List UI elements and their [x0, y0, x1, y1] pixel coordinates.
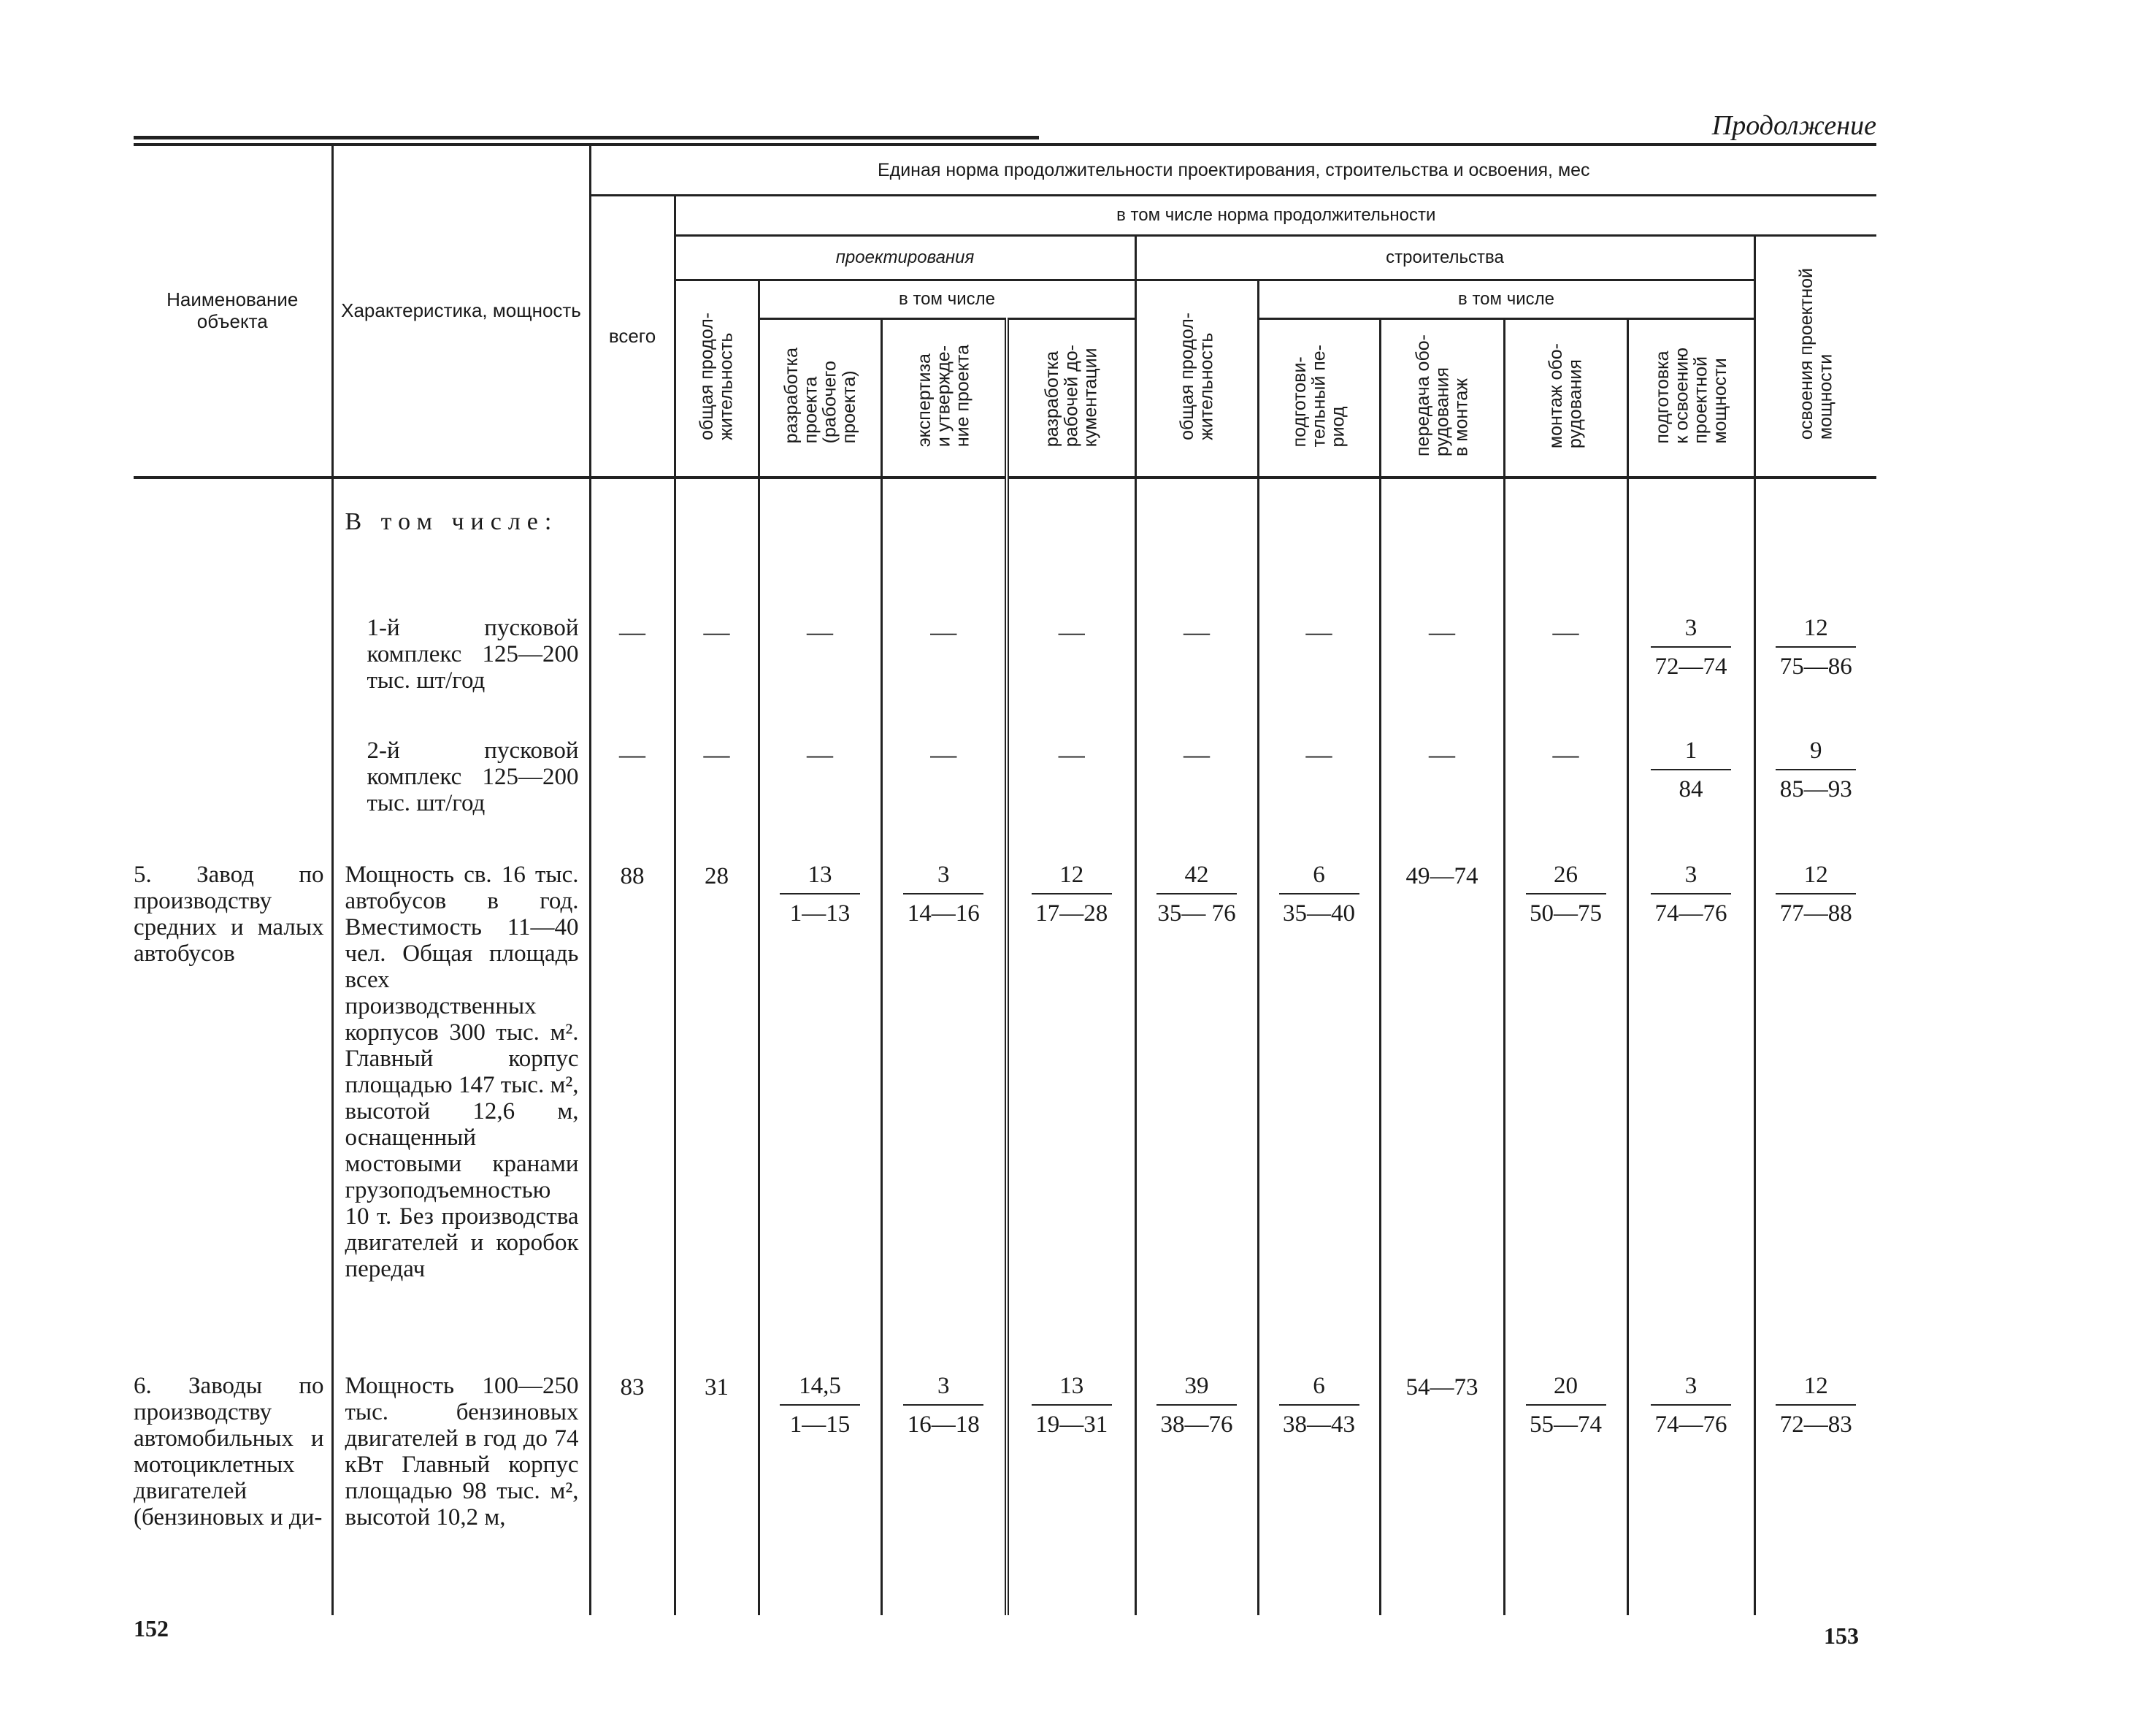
fraction-denominator: 14—16	[907, 900, 980, 927]
value-cell	[1007, 710, 1135, 834]
value-cell	[1380, 1345, 1504, 1615]
empty-dash: —	[703, 617, 730, 646]
fraction-value	[1776, 615, 1856, 681]
table-body	[134, 478, 1876, 1615]
header-constr-total-text: общая продол- жительность	[1176, 312, 1216, 440]
empty-dash: —	[930, 740, 957, 769]
fraction-denominator: 72—83	[1779, 1411, 1852, 1438]
norms-table	[134, 143, 1876, 1615]
value-cell	[1627, 478, 1754, 587]
header-constr-mount	[1504, 319, 1627, 478]
continuation-label: Продолжение	[1711, 110, 1876, 141]
fraction-wrap	[1259, 834, 1379, 927]
value-cell	[1754, 834, 1876, 1345]
header-dev-capacity	[1754, 236, 1876, 478]
header-constr-total	[1135, 280, 1258, 478]
fraction-value	[780, 1373, 860, 1438]
empty-dash: —	[1429, 617, 1455, 646]
fraction-denominator: 75—86	[1779, 654, 1852, 680]
value-cell	[881, 587, 1007, 710]
fraction-denominator: 38—43	[1283, 1411, 1355, 1438]
value-cell	[590, 587, 675, 710]
header-constr-prep	[1258, 319, 1380, 478]
fraction-value	[1526, 862, 1606, 927]
fraction-wrap	[760, 1345, 881, 1438]
fraction-value	[1279, 1373, 1359, 1438]
fraction-numerator: 6	[1279, 862, 1359, 894]
fraction-numerator: 3	[1651, 615, 1731, 648]
object-name	[134, 710, 324, 738]
empty-dash: —	[1429, 740, 1455, 769]
fraction-wrap	[1629, 587, 1754, 681]
value-cell	[1258, 834, 1380, 1345]
fraction-numerator: 12	[1032, 862, 1112, 894]
value-cell	[1135, 587, 1258, 710]
fraction-denominator: 16—18	[907, 1411, 980, 1438]
header-constr-transfer	[1380, 319, 1504, 478]
cell-value: 49—74	[1405, 863, 1478, 889]
fraction-value	[1651, 862, 1731, 927]
value-cell	[1380, 587, 1504, 710]
page-number-right: 153	[1824, 1623, 1859, 1649]
header-design-docs	[1007, 319, 1135, 478]
empty-dash: —	[1184, 740, 1210, 769]
object-name-cell	[134, 1345, 332, 1615]
cell-value: 83	[620, 1374, 645, 1401]
fraction-value	[1651, 615, 1731, 681]
fraction-numerator: 20	[1526, 1373, 1606, 1406]
fraction-wrap	[1629, 1345, 1754, 1438]
value-cell	[1754, 478, 1876, 587]
value-cell	[1754, 587, 1876, 710]
header-dev-capacity-text: освоения проектной мощности	[1796, 268, 1836, 440]
header-constr-prep-text: подготови- тельный пе- риод	[1289, 344, 1349, 447]
cell-value: 54—73	[1405, 1374, 1478, 1401]
value-cell	[759, 478, 881, 587]
value-cell	[675, 478, 759, 587]
object-name-cell	[134, 710, 332, 834]
table-row	[134, 710, 1876, 834]
fraction-value	[1156, 862, 1237, 927]
fraction-denominator: 55—74	[1530, 1411, 1602, 1438]
value-cell	[1504, 587, 1627, 710]
value-cell	[1504, 710, 1627, 834]
fraction-denominator: 72—74	[1654, 654, 1727, 680]
fraction-denominator: 77—88	[1779, 900, 1852, 927]
fraction-wrap	[1009, 1345, 1135, 1438]
fraction-value	[1032, 862, 1112, 927]
value-cell	[1380, 834, 1504, 1345]
fraction-denominator: 1—15	[789, 1411, 851, 1438]
characteristic-cell	[332, 1345, 590, 1615]
value-cell	[1007, 834, 1135, 1345]
characteristic-text: 1-й пусковой комплекс 125—200 тыс. шт/год	[367, 615, 579, 694]
fraction-denominator: 19—31	[1035, 1411, 1108, 1438]
empty-dash: —	[1552, 740, 1579, 769]
empty-dash: —	[1552, 617, 1579, 646]
object-name-cell	[134, 478, 332, 587]
value-cell	[1135, 478, 1258, 587]
value-cell	[759, 1345, 881, 1615]
value-cell	[1258, 1345, 1380, 1615]
value-cell	[1627, 710, 1754, 834]
fraction-value	[1651, 738, 1731, 803]
header-constr-mount-text: монтаж обо- рудования	[1546, 342, 1586, 448]
cell-value: 28	[705, 863, 729, 889]
value-cell	[1258, 478, 1380, 587]
value-cell	[1135, 710, 1258, 834]
object-name-cell	[134, 834, 332, 1345]
fraction-numerator: 6	[1279, 1373, 1359, 1406]
fraction-numerator: 26	[1526, 862, 1606, 894]
fraction-value	[1279, 862, 1359, 927]
fraction-denominator: 74—76	[1654, 1411, 1727, 1438]
fraction-numerator: 39	[1156, 1373, 1237, 1406]
fraction-wrap	[883, 834, 1005, 927]
value-cell	[1007, 478, 1135, 587]
table-row	[134, 1345, 1876, 1615]
fraction-denominator: 35— 76	[1157, 900, 1236, 927]
header-total: всего	[590, 196, 675, 478]
fraction-denominator: 50—75	[1530, 900, 1602, 927]
table-row	[134, 834, 1876, 1345]
fraction-wrap	[1756, 710, 1877, 803]
fraction-numerator: 3	[1651, 862, 1731, 894]
fraction-numerator: 3	[1651, 1373, 1731, 1406]
object-name-cell	[134, 587, 332, 710]
fraction-wrap	[1756, 834, 1877, 927]
header-design-incl: в том числе	[759, 280, 1135, 319]
fraction-denominator: 1—13	[789, 900, 851, 927]
fraction-wrap	[1629, 710, 1754, 803]
empty-dash: —	[1058, 740, 1085, 769]
value-cell	[1258, 587, 1380, 710]
value-cell	[1007, 1345, 1135, 1615]
fraction-wrap	[1137, 1345, 1257, 1438]
empty-dash: —	[807, 617, 833, 646]
fraction-value	[1032, 1373, 1112, 1438]
fraction-value	[1776, 1373, 1856, 1438]
fraction-numerator: 3	[903, 1373, 983, 1406]
empty-dash: —	[703, 740, 730, 769]
fraction-value	[1526, 1373, 1606, 1438]
value-cell	[590, 1345, 675, 1615]
header-constr-prep-dev-text: подготовка к освоению проектной мощности	[1651, 347, 1730, 444]
value-cell	[881, 478, 1007, 587]
header-design-project	[759, 319, 881, 478]
value-cell	[590, 710, 675, 834]
characteristic-cell	[332, 587, 590, 710]
fraction-numerator: 12	[1776, 615, 1856, 648]
value-cell	[759, 710, 881, 834]
fraction-wrap	[1137, 834, 1257, 927]
empty-dash: —	[1305, 617, 1332, 646]
fraction-denominator: 85—93	[1779, 776, 1852, 802]
fraction-wrap	[1505, 834, 1627, 927]
fraction-numerator: 13	[780, 862, 860, 894]
value-cell	[590, 478, 675, 587]
fraction-wrap	[760, 834, 881, 927]
cell-value: 31	[705, 1374, 729, 1401]
fraction-value	[1776, 862, 1856, 927]
value-cell	[1135, 834, 1258, 1345]
value-cell	[759, 587, 881, 710]
header-design-expert	[881, 319, 1007, 478]
fraction-denominator: 84	[1679, 776, 1703, 802]
header-construction: строительства	[1135, 236, 1754, 280]
header-design: проектирования	[675, 236, 1135, 280]
characteristic-text: Мощность 100—250 тыс. бензиновых двигателей в год до 74 кВт Главный корпус площадью 98 тыс. м², высотой 10,2 м,	[345, 1373, 579, 1530]
fraction-denominator: 35—40	[1283, 900, 1355, 927]
value-cell	[881, 1345, 1007, 1615]
header-design-total-text: общая продол- жительность	[697, 312, 737, 440]
fraction-wrap	[1259, 1345, 1379, 1438]
value-cell	[1380, 478, 1504, 587]
header-design-expert-text: экспертиза и утвержде- ние проекта	[913, 344, 973, 447]
fraction-numerator: 12	[1776, 1373, 1856, 1406]
object-name: 5. Завод по производству средних и малых автобусов	[134, 862, 324, 967]
object-name: 6. Заводы по производству автомобильных и мотоциклетных двигателей (бензиновых и ди-	[134, 1373, 324, 1530]
value-cell	[590, 834, 675, 1345]
characteristic-cell	[332, 834, 590, 1345]
empty-dash: —	[1305, 740, 1332, 769]
characteristic-text: В том числе:	[345, 508, 559, 535]
characteristic-text: 2-й пусковой комплекс 125—200 тыс. шт/год	[367, 738, 579, 816]
fraction-numerator: 12	[1776, 862, 1856, 894]
value-cell	[1504, 834, 1627, 1345]
value-cell	[675, 710, 759, 834]
header-design-docs-text: разработка рабочей до- кументации	[1042, 344, 1101, 447]
fraction-numerator: 3	[903, 862, 983, 894]
header-object-name: Наименование объекта	[134, 145, 332, 478]
fraction-value	[1651, 1373, 1731, 1438]
header-norm-title: Единая норма продолжительности проектирования, строительства и освоения, мес	[590, 145, 1876, 196]
value-cell	[1504, 478, 1627, 587]
header-design-project-text: разработка проекта (рабочего проекта)	[780, 348, 859, 444]
fraction-wrap	[1756, 1345, 1877, 1438]
header-constr-prep-dev	[1627, 319, 1754, 478]
fraction-wrap	[1756, 587, 1877, 681]
fraction-wrap	[1629, 834, 1754, 927]
fraction-value	[1776, 738, 1856, 803]
value-cell	[1504, 1345, 1627, 1615]
empty-dash: —	[807, 740, 833, 769]
fraction-wrap	[1505, 1345, 1627, 1438]
value-cell	[675, 587, 759, 710]
object-name	[134, 587, 324, 615]
value-cell	[675, 834, 759, 1345]
fraction-numerator: 14,5	[780, 1373, 860, 1406]
top-rule	[134, 136, 1039, 139]
fraction-denominator: 38—76	[1160, 1411, 1233, 1438]
value-cell	[881, 834, 1007, 1345]
fraction-numerator: 13	[1032, 1373, 1112, 1406]
empty-dash: —	[619, 740, 645, 769]
fraction-denominator: 17—28	[1035, 900, 1108, 927]
header-incl-norm: в том числе норма продолжительности	[675, 196, 1876, 236]
page-number-left: 152	[134, 1615, 169, 1641]
table-row	[134, 478, 1876, 587]
empty-dash: —	[1184, 617, 1210, 646]
table-row	[134, 587, 1876, 710]
value-cell	[759, 834, 881, 1345]
fraction-wrap	[1009, 834, 1135, 927]
fraction-value	[903, 862, 983, 927]
cell-value: 88	[620, 863, 645, 889]
object-name	[134, 479, 324, 507]
empty-dash: —	[1058, 617, 1085, 646]
fraction-numerator: 9	[1776, 738, 1856, 770]
fraction-denominator: 74—76	[1654, 900, 1727, 927]
value-cell	[1627, 834, 1754, 1345]
value-cell	[1627, 587, 1754, 710]
value-cell	[675, 1345, 759, 1615]
value-cell	[881, 710, 1007, 834]
fraction-numerator: 42	[1156, 862, 1237, 894]
fraction-value	[1156, 1373, 1237, 1438]
empty-dash: —	[930, 617, 957, 646]
characteristic-cell	[332, 478, 590, 587]
header-constr-transfer-text: передача обо- рудования в монтаж	[1412, 334, 1472, 457]
value-cell	[1754, 1345, 1876, 1615]
value-cell	[1754, 710, 1876, 834]
value-cell	[1135, 1345, 1258, 1615]
value-cell	[1380, 710, 1504, 834]
empty-dash: —	[619, 617, 645, 646]
value-cell	[1007, 587, 1135, 710]
header-design-total	[675, 280, 759, 478]
fraction-value	[780, 862, 860, 927]
header-constr-incl: в том числе	[1258, 280, 1754, 319]
characteristic-cell	[332, 710, 590, 834]
fraction-wrap	[883, 1345, 1005, 1438]
characteristic-text: Мощность св. 16 тыс. автобусов в год. Вместимость 11—40 чел. Общая площадь всех производственных корпусов 300 тыс. м². Главный корпус площадью 147 тыс. м², высотой 12,6 м, оснащенный мостовыми кранами грузоподъемностью 10 т. Без производства двигателей и коробок передач	[345, 862, 579, 1282]
fraction-numerator: 1	[1651, 738, 1731, 770]
fraction-value	[903, 1373, 983, 1438]
header-characteristic: Характеристика, мощность	[332, 145, 590, 478]
value-cell	[1258, 710, 1380, 834]
value-cell	[1627, 1345, 1754, 1615]
